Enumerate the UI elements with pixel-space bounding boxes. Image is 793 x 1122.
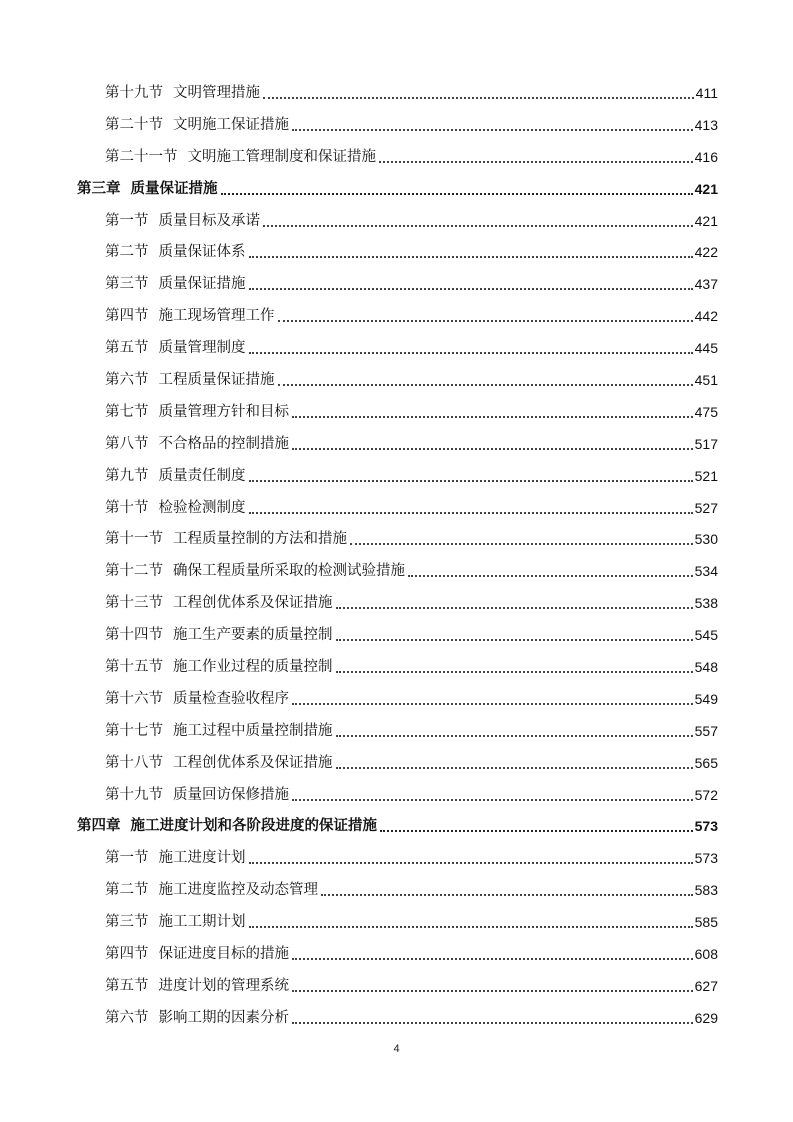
toc-entry-number: 第二节 (105, 244, 149, 261)
toc-section-entry[interactable] (0, 555, 793, 587)
toc-entry-title: 质量目标及承诺 (158, 212, 260, 229)
toc-entry-label (105, 976, 289, 996)
toc-entry-number: 第二十节 (105, 116, 163, 133)
toc-entry-title: 质量保证体系 (158, 244, 246, 261)
toc-dot-leader (292, 799, 693, 801)
toc-dot-leader (380, 830, 693, 832)
toc-entry-title: 施工进度计划 (158, 850, 246, 867)
toc-entry-title: 工程质量保证措施 (158, 371, 275, 388)
toc-entry-page: 445 (694, 340, 718, 357)
toc-entry-number: 第一节 (105, 850, 149, 867)
toc-dot-leader (221, 193, 693, 195)
toc-entry-label (105, 753, 333, 773)
toc-entry-page: 475 (694, 403, 718, 420)
toc-entry-label (105, 785, 289, 805)
toc-entry-label (105, 242, 246, 262)
toc-dot-leader (278, 320, 693, 322)
toc-entry-number: 第十四节 (105, 627, 163, 644)
toc-entry-page: 530 (694, 531, 718, 548)
toc-dot-leader (336, 671, 693, 673)
toc-entry-page: 573 (694, 818, 718, 835)
toc-entry-page: 583 (694, 882, 718, 899)
toc-entry-number: 第四节 (105, 945, 149, 962)
toc-entry-label (105, 880, 318, 900)
toc-dot-leader (336, 639, 693, 641)
toc-entry-title: 进度计划的管理系统 (158, 977, 289, 994)
toc-entry-title: 质量管理制度 (158, 340, 246, 357)
page-number: 4 (393, 1043, 400, 1055)
toc-entry-page: 411 (695, 84, 718, 101)
toc-section-entry[interactable] (0, 587, 793, 619)
toc-entry-label (105, 848, 246, 868)
toc-entry-title: 工程质量控制的方法和措施 (173, 531, 347, 548)
toc-entry-title: 检验检测制度 (158, 499, 246, 516)
toc-entry-page: 572 (694, 786, 718, 803)
toc-entry-title: 质量检查验收程序 (173, 690, 289, 707)
toc-section-entry[interactable] (0, 842, 793, 874)
toc-dot-leader (278, 384, 693, 386)
toc-entry-number: 第十九节 (105, 84, 163, 101)
toc-entry-page: 538 (694, 595, 718, 612)
toc-entry-label (77, 179, 218, 199)
table-of-contents (0, 77, 793, 1034)
toc-entry-label (105, 402, 289, 422)
toc-dot-leader (292, 129, 693, 131)
toc-section-entry[interactable] (0, 205, 793, 237)
toc-section-entry[interactable] (0, 619, 793, 651)
toc-entry-number: 第六节 (105, 371, 149, 388)
toc-section-entry[interactable] (0, 683, 793, 715)
toc-entry-label (105, 593, 333, 613)
toc-entry-number: 第八节 (105, 435, 149, 452)
toc-entry-number: 第十三节 (105, 595, 163, 612)
toc-entry-page: 527 (694, 499, 718, 516)
toc-dot-leader (292, 416, 693, 418)
toc-entry-number: 第四章 (77, 818, 121, 835)
toc-entry-title: 文明施工管理制度和保证措施 (187, 148, 376, 165)
toc-entry-label (105, 1008, 289, 1028)
toc-dot-leader (249, 512, 693, 514)
toc-entry-number: 第一节 (105, 212, 149, 229)
toc-entry-title: 施工生产要素的质量控制 (173, 627, 333, 644)
toc-entry-label (105, 211, 260, 231)
toc-entry-label (105, 338, 246, 358)
toc-entry-title: 质量责任制度 (158, 467, 246, 484)
toc-entry-page: 629 (694, 1009, 718, 1026)
toc-entry-title: 施工现场管理工作 (158, 308, 275, 325)
toc-entry-title: 确保工程质量所采取的检测试验措施 (173, 563, 405, 580)
toc-section-entry[interactable] (0, 970, 793, 1002)
toc-section-entry[interactable] (0, 1002, 793, 1034)
toc-entry-number: 第三节 (105, 914, 149, 931)
toc-entry-page: 413 (694, 116, 718, 133)
toc-section-entry[interactable] (0, 109, 793, 141)
toc-entry-label (105, 115, 289, 135)
toc-entry-page: 422 (694, 244, 718, 261)
toc-entry-label (105, 306, 275, 326)
toc-entry-label (105, 561, 405, 581)
toc-entry-label (105, 434, 289, 454)
toc-entry-page: 608 (694, 945, 718, 962)
toc-entry-number: 第五节 (105, 977, 149, 994)
toc-dot-leader (249, 480, 693, 482)
toc-section-entry[interactable] (0, 428, 793, 460)
toc-entry-page: 451 (694, 371, 718, 388)
toc-entry-page: 442 (694, 308, 718, 325)
toc-section-entry[interactable] (0, 715, 793, 747)
toc-entry-title: 保证进度目标的措施 (158, 945, 289, 962)
toc-dot-leader (350, 543, 693, 545)
toc-entry-title: 工程创优体系及保证措施 (173, 754, 333, 771)
toc-entry-number: 第九节 (105, 467, 149, 484)
toc-entry-page: 565 (694, 754, 718, 771)
toc-entry-label (105, 721, 333, 741)
toc-entry-label (105, 912, 246, 932)
toc-entry-label (105, 370, 275, 390)
toc-entry-number: 第二十一节 (105, 148, 178, 165)
toc-entry-label (105, 498, 246, 518)
toc-entry-title: 质量保证措施 (158, 276, 246, 293)
toc-dot-leader (292, 1022, 693, 1024)
toc-dot-leader (249, 926, 693, 928)
toc-entry-page: 573 (694, 850, 718, 867)
toc-entry-number: 第六节 (105, 1009, 149, 1026)
toc-entry-page: 549 (694, 690, 718, 707)
toc-entry-label (105, 466, 246, 486)
toc-entry-page: 421 (694, 180, 718, 197)
toc-section-entry[interactable] (0, 651, 793, 683)
toc-section-entry[interactable] (0, 747, 793, 779)
toc-entry-title: 质量保证措施 (130, 180, 218, 197)
toc-dot-leader (336, 607, 693, 609)
toc-entry-number: 第十六节 (105, 690, 163, 707)
toc-dot-leader (249, 352, 693, 354)
toc-section-entry[interactable] (0, 492, 793, 524)
toc-entry-label (105, 147, 376, 167)
toc-entry-label (105, 529, 347, 549)
toc-section-entry[interactable] (0, 332, 793, 364)
toc-dot-leader (249, 288, 693, 290)
toc-entry-label (105, 689, 289, 709)
toc-entry-number: 第四节 (105, 308, 149, 325)
toc-entry-number: 第三节 (105, 276, 149, 293)
toc-entry-number: 第三章 (77, 180, 121, 197)
toc-dot-leader (336, 767, 693, 769)
toc-chapter-entry[interactable] (0, 810, 793, 842)
toc-section-entry[interactable] (0, 141, 793, 173)
toc-entry-page: 545 (694, 627, 718, 644)
toc-chapter-entry[interactable] (0, 173, 793, 205)
toc-entry-label (105, 83, 260, 103)
toc-section-entry[interactable] (0, 523, 793, 555)
toc-entry-title: 施工作业过程的质量控制 (173, 658, 333, 675)
toc-entry-label (105, 274, 246, 294)
toc-entry-label (105, 657, 333, 677)
toc-entry-label (105, 944, 289, 964)
toc-entry-title: 质量回访保修措施 (173, 786, 289, 803)
toc-entry-page: 437 (694, 276, 718, 293)
toc-entry-title: 不合格品的控制措施 (158, 435, 289, 452)
toc-section-entry[interactable] (0, 460, 793, 492)
toc-entry-title: 施工工期计划 (158, 914, 246, 931)
toc-entry-page: 585 (694, 914, 718, 931)
toc-entry-title: 文明施工保证措施 (173, 116, 289, 133)
toc-entry-title: 工程创优体系及保证措施 (173, 595, 333, 612)
toc-entry-page: 557 (694, 722, 718, 739)
toc-dot-leader (292, 958, 693, 960)
toc-dot-leader (408, 575, 693, 577)
toc-entry-page: 521 (694, 467, 718, 484)
toc-section-entry[interactable] (0, 906, 793, 938)
toc-entry-number: 第五节 (105, 340, 149, 357)
toc-dot-leader (292, 448, 693, 450)
toc-dot-leader (379, 161, 693, 163)
toc-dot-leader (336, 735, 693, 737)
toc-entry-label (105, 625, 333, 645)
toc-entry-page: 534 (694, 563, 718, 580)
toc-entry-page: 421 (694, 212, 718, 229)
toc-entry-title: 施工进度监控及动态管理 (158, 882, 318, 899)
toc-entry-number: 第十七节 (105, 722, 163, 739)
toc-entry-number: 第七节 (105, 403, 149, 420)
toc-section-entry[interactable] (0, 364, 793, 396)
toc-entry-title: 施工进度计划和各阶段进度的保证措施 (130, 818, 377, 835)
toc-section-entry[interactable] (0, 779, 793, 811)
toc-section-entry[interactable] (0, 236, 793, 268)
toc-entry-label (77, 816, 377, 836)
toc-entry-number: 第十五节 (105, 658, 163, 675)
toc-entry-page: 627 (694, 977, 718, 994)
toc-entry-title: 文明管理措施 (173, 84, 260, 101)
toc-dot-leader (263, 97, 694, 99)
toc-dot-leader (263, 225, 693, 227)
toc-section-entry[interactable] (0, 938, 793, 970)
toc-entry-number: 第十一节 (105, 531, 163, 548)
toc-dot-leader (292, 990, 693, 992)
toc-dot-leader (249, 256, 693, 258)
toc-entry-page: 517 (694, 435, 718, 452)
toc-section-entry[interactable] (0, 268, 793, 300)
toc-entry-title: 施工过程中质量控制措施 (173, 722, 333, 739)
toc-dot-leader (321, 894, 693, 896)
toc-section-entry[interactable] (0, 300, 793, 332)
toc-entry-page: 416 (694, 148, 718, 165)
toc-entry-title: 影响工期的因素分析 (158, 1009, 289, 1026)
toc-entry-number: 第十九节 (105, 786, 163, 803)
toc-entry-number: 第十二节 (105, 563, 163, 580)
toc-section-entry[interactable] (0, 874, 793, 906)
toc-entry-number: 第十节 (105, 499, 149, 516)
toc-entry-number: 第二节 (105, 882, 149, 899)
toc-section-entry[interactable] (0, 77, 793, 109)
toc-dot-leader (292, 703, 693, 705)
toc-entry-title: 质量管理方针和目标 (158, 403, 289, 420)
toc-entry-page: 548 (694, 658, 718, 675)
toc-entry-number: 第十八节 (105, 754, 163, 771)
toc-dot-leader (249, 862, 693, 864)
toc-section-entry[interactable] (0, 396, 793, 428)
